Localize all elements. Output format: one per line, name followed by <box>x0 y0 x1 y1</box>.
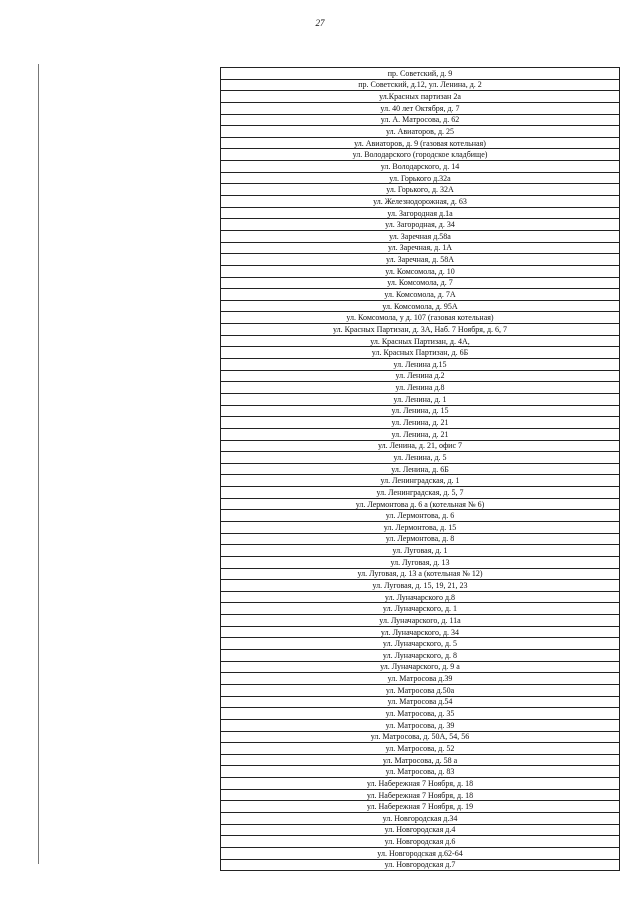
address-cell: ул. Лермонтова, д. 8 <box>221 533 620 545</box>
table-row <box>221 533 620 545</box>
address-cell: пр. Советский, д.12, ул. Ленина, д. 2 <box>221 79 620 91</box>
address-cell: ул. Железнодорожная, д. 63 <box>221 196 620 208</box>
table-row <box>221 68 620 80</box>
address-cell: ул. Ленина, д. 15 <box>221 405 620 417</box>
address-cell: ул. Матросова д.54 <box>221 696 620 708</box>
table-row <box>221 312 620 324</box>
table-row <box>221 207 620 219</box>
address-cell: ул. Луначарского, д. 8 <box>221 650 620 662</box>
address-cell: ул. Матросова д.39 <box>221 673 620 685</box>
address-cell: ул. Горького д.32а <box>221 172 620 184</box>
table-row <box>221 510 620 522</box>
table-row <box>221 521 620 533</box>
table-row <box>221 149 620 161</box>
address-cell: ул. Матросова, д. 50А, 54, 56 <box>221 731 620 743</box>
table-row <box>221 393 620 405</box>
table-row <box>221 545 620 557</box>
table-row <box>221 498 620 510</box>
address-cell: ул. Луговая, д. 13 <box>221 556 620 568</box>
table-row <box>221 789 620 801</box>
table-row <box>221 801 620 813</box>
address-cell: ул. Луначарского, д. 9 а <box>221 661 620 673</box>
address-cell: ул. Комсомола, д. 7А <box>221 289 620 301</box>
address-cell: ул. Матросова д.50а <box>221 684 620 696</box>
table-row <box>221 277 620 289</box>
address-cell: ул. Матросова, д. 39 <box>221 719 620 731</box>
table-row <box>221 813 620 825</box>
table-row <box>221 638 620 650</box>
table-row <box>221 487 620 499</box>
table-row <box>221 684 620 696</box>
table-row <box>221 824 620 836</box>
table-row <box>221 184 620 196</box>
table-row <box>221 440 620 452</box>
table-row <box>221 859 620 871</box>
address-table-body <box>221 68 620 871</box>
address-cell: ул. Ленина, д. 21, офис 7 <box>221 440 620 452</box>
table-row <box>221 615 620 627</box>
address-cell: ул. Набережная 7 Ноября, д. 18 <box>221 789 620 801</box>
page-number: 27 <box>315 18 325 28</box>
table-row <box>221 591 620 603</box>
table-row <box>221 405 620 417</box>
table-row <box>221 428 620 440</box>
table-row <box>221 556 620 568</box>
table-row <box>221 324 620 336</box>
address-cell: ул. Комсомола, д. 95А <box>221 300 620 312</box>
table-row <box>221 766 620 778</box>
table-row <box>221 137 620 149</box>
address-cell: ул. Красных Партизан, д. 4А, <box>221 335 620 347</box>
table-row <box>221 743 620 755</box>
table-row <box>221 359 620 371</box>
address-cell: ул. Новгородская д.34 <box>221 813 620 825</box>
address-cell: пр. Советский, д. 9 <box>221 68 620 80</box>
table-row <box>221 626 620 638</box>
table-row <box>221 370 620 382</box>
address-cell: ул. Лермонтова, д. 15 <box>221 521 620 533</box>
address-cell: ул. Луначарского, д. 5 <box>221 638 620 650</box>
address-cell: ул. Новгородская д.7 <box>221 859 620 871</box>
address-cell: ул. Заречная, д. 58А <box>221 254 620 266</box>
address-cell: ул. Володарского (городское кладбище) <box>221 149 620 161</box>
address-cell: ул. Лермонтова д. 6 а (котельная № 6) <box>221 498 620 510</box>
table-row <box>221 172 620 184</box>
table-row <box>221 603 620 615</box>
address-cell: ул. Ленина, д. 21 <box>221 417 620 429</box>
table-row <box>221 289 620 301</box>
address-cell: ул. Ленина, д. 6Б <box>221 463 620 475</box>
table-row <box>221 568 620 580</box>
address-cell: ул. Володарского, д. 14 <box>221 161 620 173</box>
table-row <box>221 242 620 254</box>
address-cell: ул. Матросова, д. 52 <box>221 743 620 755</box>
address-cell: ул. Ленинградская, д. 5, 7 <box>221 487 620 499</box>
table-row <box>221 114 620 126</box>
address-cell: ул. Ленина д.15 <box>221 359 620 371</box>
address-cell: ул. Новгородская д.6 <box>221 836 620 848</box>
address-cell: ул. Новгородская д.62-64 <box>221 847 620 859</box>
address-cell: ул. Загородная, д. 34 <box>221 219 620 231</box>
table-row <box>221 836 620 848</box>
address-cell: ул. Красных Партизан, д. 6Б <box>221 347 620 359</box>
table-row <box>221 300 620 312</box>
margin-rule <box>38 64 39 864</box>
table-row <box>221 230 620 242</box>
address-cell: ул. Ленина, д. 1 <box>221 393 620 405</box>
table-row <box>221 719 620 731</box>
table-row <box>221 219 620 231</box>
table-row <box>221 79 620 91</box>
address-cell: ул. Набережная 7 Ноября, д. 18 <box>221 778 620 790</box>
address-cell: ул. Новгородская д.4 <box>221 824 620 836</box>
table-row <box>221 417 620 429</box>
table-row <box>221 754 620 766</box>
address-cell: ул. Ленинградская, д. 1 <box>221 475 620 487</box>
address-cell: ул. Загородная д.1а <box>221 207 620 219</box>
address-cell: ул. Луначарского д.8 <box>221 591 620 603</box>
address-cell: ул. Луначарского, д. 1 <box>221 603 620 615</box>
address-cell: ул. Ленина д.8 <box>221 382 620 394</box>
table-row <box>221 661 620 673</box>
table-row <box>221 452 620 464</box>
address-cell: ул. Комсомола, д. 7 <box>221 277 620 289</box>
table-row <box>221 708 620 720</box>
table-row <box>221 847 620 859</box>
address-cell: ул. Матросова, д. 83 <box>221 766 620 778</box>
address-cell: ул. Авиаторов, д. 9 (газовая котельная) <box>221 137 620 149</box>
address-table <box>220 67 620 871</box>
address-cell: ул. Луговая, д. 15, 19, 21, 23 <box>221 580 620 592</box>
address-cell: ул. Луговая, д. 13 а (котельная № 12) <box>221 568 620 580</box>
address-cell: ул. Заречная, д. 1А <box>221 242 620 254</box>
table-row <box>221 463 620 475</box>
address-cell: ул. Комсомола, у д. 107 (газовая котельная) <box>221 312 620 324</box>
address-cell: ул. Красных Партизан, д. 3А, Наб. 7 Ноября, д. 6, 7 <box>221 324 620 336</box>
table-row <box>221 347 620 359</box>
table-row <box>221 126 620 138</box>
address-cell: ул. Авиаторов, д. 25 <box>221 126 620 138</box>
table-row <box>221 91 620 103</box>
table-row <box>221 196 620 208</box>
table-row <box>221 696 620 708</box>
address-cell: ул.Красных партизан 2а <box>221 91 620 103</box>
address-cell: ул. Матросова, д. 35 <box>221 708 620 720</box>
table-row <box>221 254 620 266</box>
address-cell: ул. 40 лет Октября, д. 7 <box>221 102 620 114</box>
table-row <box>221 650 620 662</box>
address-cell: ул. Матросова, д. 58 а <box>221 754 620 766</box>
address-cell: ул. Ленина д.2 <box>221 370 620 382</box>
table-row <box>221 382 620 394</box>
table-row <box>221 335 620 347</box>
address-cell: ул. Луначарского, д. 11а <box>221 615 620 627</box>
address-cell: ул. А. Матросова, д. 62 <box>221 114 620 126</box>
address-cell: ул. Горького, д. 32А <box>221 184 620 196</box>
table-row <box>221 475 620 487</box>
address-cell: ул. Заречная д.58а <box>221 230 620 242</box>
address-cell: ул. Лермонтова, д. 6 <box>221 510 620 522</box>
table-row <box>221 102 620 114</box>
table-row <box>221 673 620 685</box>
table-row <box>221 580 620 592</box>
address-cell: ул. Набережная 7 Ноября, д. 19 <box>221 801 620 813</box>
address-cell: ул. Комсомола, д. 10 <box>221 265 620 277</box>
table-row <box>221 161 620 173</box>
address-cell: ул. Ленина, д. 5 <box>221 452 620 464</box>
address-cell: ул. Луначарского, д. 34 <box>221 626 620 638</box>
table-row <box>221 731 620 743</box>
address-cell: ул. Ленина, д. 21 <box>221 428 620 440</box>
table-row <box>221 778 620 790</box>
address-cell: ул. Луговая, д. 1 <box>221 545 620 557</box>
table-row <box>221 265 620 277</box>
